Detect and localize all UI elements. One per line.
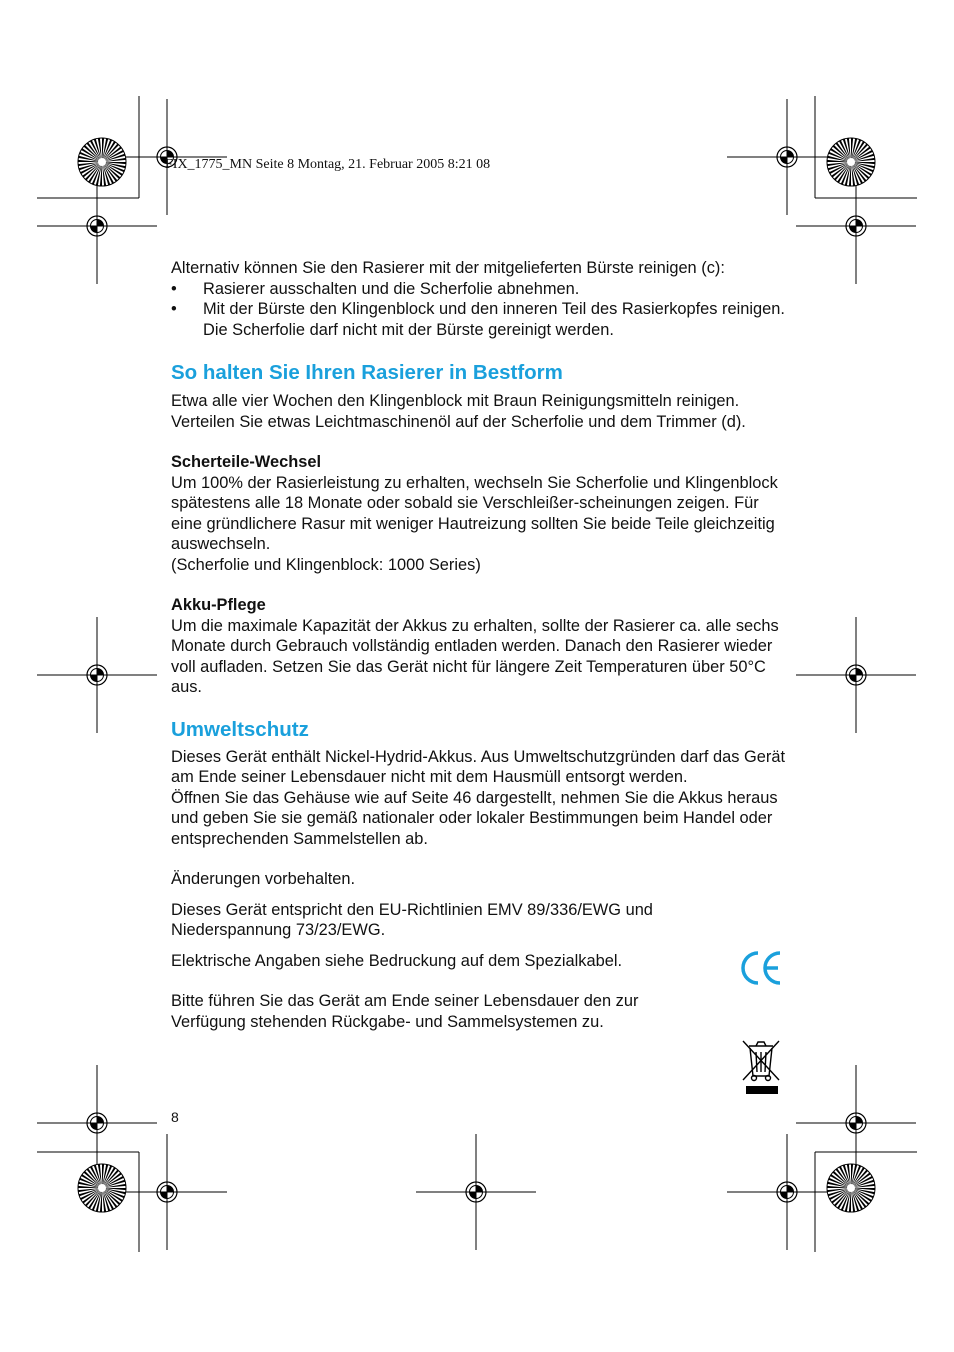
list-item: • Mit der Bürste den Klingenblock und den inneren Teil des Rasierkopfes reinigen. Die Scherfolie darf nicht mit der Bürste gereinigt werden. — [171, 300, 785, 339]
scherteile-note: (Scherfolie und Klingenblock: 1000 Series) — [171, 555, 481, 574]
bullet: • — [171, 279, 177, 298]
starburst-target-icon — [827, 1164, 875, 1212]
electrical-note: Elektrische Angaben siehe Bedruckung auf dem Spezialkabel. — [171, 951, 623, 970]
umwelt-text-1: Dieses Gerät enthält Nickel-Hydrid-Akkus. Aus Umweltschutzgründen darf das Gerät am Ende seiner Lebensdauer nicht mit dem Hausmüll entsorgt werden. — [171, 747, 785, 786]
akku-text: Um die maximale Kapazität der Akkus zu erhalten, sollte der Rasierer ca. alle sechs Monate durch Gebrauch vollständig entladen werden. Danach den Rasierer wieder voll aufladen. Setzen Sie das Gerät nicht für längere Zeit Temperaturen über 50°C aus. — [171, 616, 779, 696]
section-heading-umwelt: Umweltschutz — [171, 717, 309, 741]
umwelt-text-2: Öffnen Sie das Gehäuse wie auf Seite 46 dargestellt, nehmen Sie die Akkus heraus und geben Sie sie gemäß nationaler oder lokaler Bestimmungen beim Handel oder entsprechenden Sammelstellen ab. — [171, 788, 778, 848]
eu-compliance: Dieses Gerät entspricht den EU-Richtlinien EMV 89/336/EWG und Niederspannung 73/23/EWG. — [171, 900, 653, 939]
section-heading-bestform: So halten Sie Ihren Rasierer in Bestform — [171, 361, 563, 384]
starburst-target-icon — [78, 1164, 126, 1212]
page-content — [171, 258, 791, 1032]
crossed-bin-icon — [740, 1038, 782, 1094]
scherteile-text: Um 100% der Rasierleistung zu erhalten, wechseln Sie Scherfolie und Klingenblock spätestens alle 18 Monate oder sobald sie Verschleißer-scheinungen zeigen. Für eine gründlichere Rasur mit weniger Hautreizung sollten Sie beide Teile gleichzeitig auswechseln. — [171, 473, 778, 553]
list-item: • Rasierer ausschalten und die Scherfolie abnehmen. — [171, 279, 580, 298]
starburst-target-icon — [827, 138, 875, 186]
ce-mark-icon — [738, 949, 784, 987]
subheading-scherteile: Scherteile-Wechsel — [171, 453, 322, 471]
print-slug: FIX_1775_MN Seite 8 Montag, 21. Februar 2005 8:21 08 — [165, 157, 491, 172]
disposal-note: Bitte führen Sie das Gerät am Ende seiner Lebensdauer den zur Verfügung stehenden Rückgabe- und Sammelsystemen zu. — [171, 992, 639, 1031]
cleaning-list — [171, 279, 791, 341]
registration-mark-icon — [416, 1134, 536, 1250]
registration-mark-icon — [37, 617, 157, 733]
page-number: 8 — [171, 1109, 179, 1125]
registration-mark-icon — [796, 617, 916, 733]
bestform-text: Etwa alle vier Wochen den Klingenblock mit Braun Reinigungsmitteln reinigen. Verteilen Sie etwas Leichtmaschinenöl auf der Scherfolie und dem Trimmer (d). — [171, 392, 746, 431]
changes-note: Änderungen vorbehalten. — [171, 870, 356, 888]
bullet: • — [171, 300, 177, 318]
registration-mark-icon — [796, 1065, 916, 1181]
subheading-akku: Akku-Pflege — [171, 596, 266, 614]
starburst-target-icon — [78, 138, 126, 186]
cleaning-intro: Alternativ können Sie den Rasierer mit der mitgelieferten Bürste reinigen (c): — [171, 259, 725, 277]
